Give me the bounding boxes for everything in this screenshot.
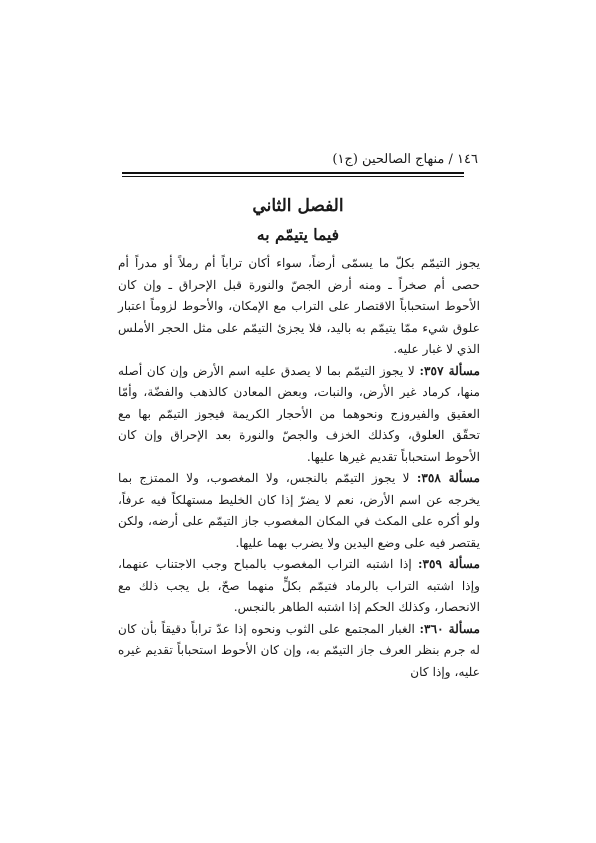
body-text [118,253,480,683]
issue-359-paragraph [118,554,480,619]
paragraph-text: لا يجوز التيمّم بما لا يصدق عليه اسم الأرض وإن كان أصله منها، كرماد غير الأرض، والنبات، وبعض المعادن كالذهب والفضّة، وأمّا العقيق والفيروزج ونحوهما من الأحجار الكريمة فيجوز التيمّم بها مع تحقّق العلوق، وكذلك الخزف والجصّ والنورة بعد الإحراق وإن كان الأحوط استحباباً تقديم غيرها عليها. [118,363,480,464]
issue-label: مسألة ٣٦٠: [419,621,480,636]
chapter-title: الفصل الثاني [252,196,344,216]
running-head: ١٤٦ / منهاج الصالحين (ج١) [332,152,478,167]
issue-label: مسألة ٣٥٧: [419,363,480,378]
issue-label: مسألة ٣٥٨: [416,471,480,485]
intro-paragraph [118,253,480,361]
paragraph-text: الغبار المجتمع على الثوب ونحوه إذا عدّ تراباً دقيقاً بأن كان له جرم بنظر العرف جاز التيمّم به، وإن كان الأحوط استحباباً تقديم غيره عليه، وإذا كان [118,621,480,679]
issue-358-paragraph [118,468,480,554]
paragraph-text: يجوز التيمّم بكلّ ما يسمّى أرضاً، سواء أكان تراباً أم رملاً أو مدراً أم حصى أم صخراً ـ ومنه أرض الجصّ والنورة قبل الإحراق ـ وإن كان الأحوط استحباباً الاقتصار على التراب مع الإمكان، والأحوط لزوماً اعتبار علوق شيء ممّا يتيمّم به باليد، فلا يجزئ التيمّم على مثل الحجر الأملس الذي لا غبار عليه. [118,256,480,356]
issue-357-paragraph [118,361,480,469]
chapter-subtitle: فيما يتيمّم به [256,225,340,244]
paragraph-text: لا يجوز التيمّم بالنجس، ولا المغصوب، ولا الممتزج بما يخرجه عن اسم الأرض، نعم لا يضرّ إذا كان الخليط مستهلكاً فيه عرفاً، ولو أكره على المكث في المكان المغصوب جاز التيمّم على أرضه، ولكن يقتصر فيه على وضع اليدين ولا يضرب بهما عليها. [118,471,480,550]
issue-360-paragraph [118,619,480,684]
issue-label: مسألة ٣٥٩: [417,557,480,571]
paragraph-text: إذا اشتبه التراب المغصوب بالمباح وجب الاجتناب عنهما، وإذا اشتبه التراب بالرماد فتيمّم بكلٍّ منهما صحّ، بل يجب ذلك مع الانحصار، وكذلك الحكم إذا اشتبه الطاهر بالنجس. [118,557,480,614]
header-rule-thick [122,172,464,174]
header-rule-thin [122,176,464,177]
